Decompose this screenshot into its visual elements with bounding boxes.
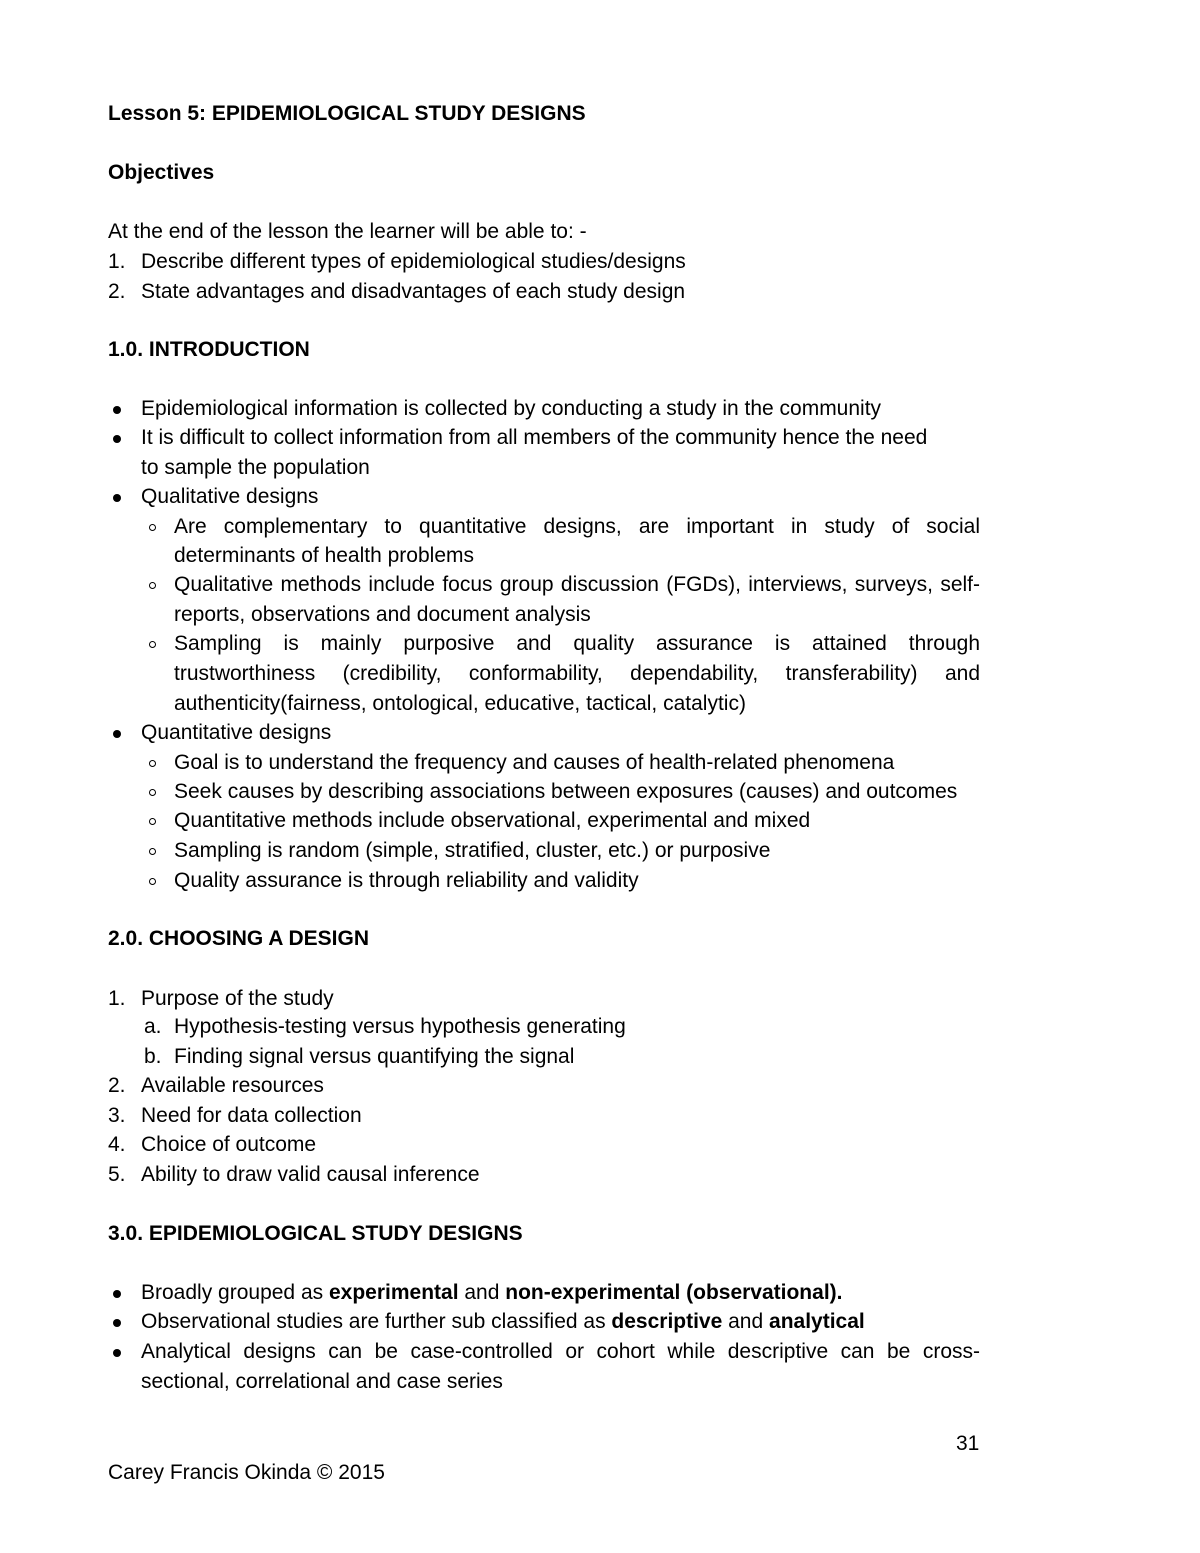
bullet-icon [113, 1290, 121, 1298]
circle-bullet-icon [149, 818, 156, 825]
list-item-continued: sectional, correlational and case series [141, 1370, 503, 1393]
list-item: It is difficult to collect information from all members of the community hence the need [141, 426, 928, 449]
sub-list-item: Sampling is random (simple, stratified, cluster, etc.) or purposive [174, 839, 771, 862]
objective-item: Describe different types of epidemiological studies/designs [141, 250, 686, 273]
circle-bullet-icon [149, 641, 156, 648]
list-item-continued: to sample the population [141, 456, 370, 479]
bullet-icon [113, 494, 121, 502]
bullet-icon [113, 730, 121, 738]
objective-item: State advantages and disadvantages of each study design [141, 280, 686, 303]
sub-list-item: Finding signal versus quantifying the signal [174, 1045, 575, 1068]
bullet-icon [113, 1319, 121, 1327]
list-number: 2. [108, 1074, 126, 1097]
list-item: Ability to draw valid causal inference [141, 1163, 480, 1186]
bullet-icon [113, 435, 121, 443]
list-number: 5. [108, 1163, 126, 1186]
list-number: 4. [108, 1133, 126, 1156]
text-run: and [722, 1310, 770, 1333]
bold-term: descriptive [611, 1310, 723, 1333]
sub-list-item-continued: determinants of health problems [174, 544, 474, 567]
sub-list-item: Sampling is mainly purposive and quality assurance is attained through [174, 632, 980, 655]
bullet-icon [113, 1349, 121, 1357]
text-run: Broadly grouped as [141, 1281, 329, 1304]
list-item: Qualitative designs [141, 485, 319, 508]
bullet-icon [113, 406, 121, 414]
page-number: 31 [956, 1432, 980, 1455]
list-number: 1. [108, 987, 126, 1010]
list-item: Purpose of the study [141, 987, 334, 1010]
sub-list-item-continued: trustworthiness (credibility, conformability, dependability, transferability) and [174, 662, 980, 685]
sub-list-letter: a. [144, 1015, 162, 1038]
circle-bullet-icon [149, 760, 156, 767]
circle-bullet-icon [149, 878, 156, 885]
circle-bullet-icon [149, 848, 156, 855]
list-item: Available resources [141, 1074, 324, 1097]
circle-bullet-icon [149, 582, 156, 589]
bold-term: analytical [769, 1310, 865, 1333]
list-item: Epidemiological information is collected by conducting a study in the community [141, 397, 882, 420]
bold-term: experimental [328, 1281, 459, 1304]
section-heading-introduction: 1.0. INTRODUCTION [108, 338, 310, 361]
sub-list-item: Hypothesis-testing versus hypothesis generating [174, 1015, 626, 1038]
text-run: Observational studies are further sub classified as [141, 1310, 612, 1333]
sub-list-item: Quality assurance is through reliability and validity [174, 869, 639, 892]
section-heading-designs: 3.0. EPIDEMIOLOGICAL STUDY DESIGNS [108, 1222, 523, 1245]
sub-list-item-continued: authenticity(fairness, ontological, educative, tactical, catalytic) [174, 692, 746, 715]
sub-list-item: Goal is to understand the frequency and causes of health-related phenomena [174, 751, 895, 774]
sub-list-item: Quantitative methods include observational, experimental and mixed [174, 809, 811, 832]
list-item: Quantitative designs [141, 721, 332, 744]
list-item [141, 1279, 842, 1307]
objectives-intro: At the end of the lesson the learner will be able to: - [108, 220, 587, 243]
list-item [141, 1308, 865, 1336]
sub-list-item: Seek causes by describing associations between exposures (causes) and outcomes [174, 780, 958, 803]
list-item: Analytical designs can be case-controlled or cohort while descriptive can be cross- [141, 1340, 980, 1363]
circle-bullet-icon [149, 789, 156, 796]
objectives-heading: Objectives [108, 161, 215, 184]
circle-bullet-icon [149, 524, 156, 531]
text-run: and [458, 1281, 506, 1304]
list-item: Choice of outcome [141, 1133, 317, 1156]
sub-list-item: Are complementary to quantitative designs, are important in study of social [174, 515, 980, 538]
sub-list-item-continued: reports, observations and document analysis [174, 603, 591, 626]
objective-number: 2. [108, 280, 126, 303]
list-item: Need for data collection [141, 1104, 362, 1127]
page-title: Lesson 5: EPIDEMIOLOGICAL STUDY DESIGNS [108, 102, 586, 125]
bold-term: non-experimental (observational). [505, 1281, 843, 1304]
sub-list-letter: b. [144, 1045, 162, 1068]
list-number: 3. [108, 1104, 126, 1127]
section-heading-choosing: 2.0. CHOOSING A DESIGN [108, 927, 369, 950]
objective-number: 1. [108, 250, 126, 273]
footer-author: Carey Francis Okinda © 2015 [108, 1461, 385, 1484]
sub-list-item: Qualitative methods include focus group discussion (FGDs), interviews, surveys, self- [174, 573, 980, 596]
